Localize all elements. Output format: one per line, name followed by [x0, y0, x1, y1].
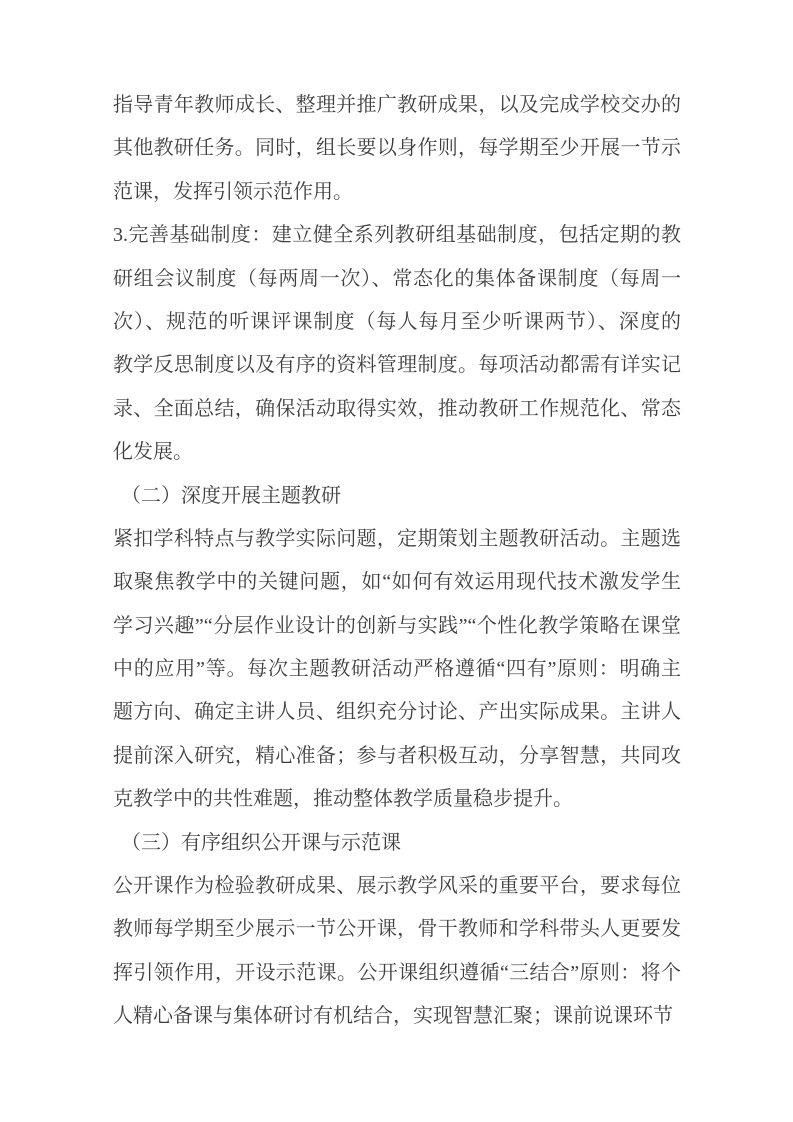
text-line: 公开课作为检验教研成果、展示教学风采的重要平台，要求每位	[113, 875, 681, 898]
text-line: 教师每学期至少展示一节公开课，骨干教师和学科带头人更要发	[113, 918, 681, 941]
text-line: 研组会议制度（每两周一次）、常态化的集体备课制度（每周一	[113, 267, 681, 290]
text-line: 指导青年教师成长、整理并推广教研成果，以及完成学校交办的	[113, 94, 681, 116]
document-text-block	[113, 84, 681, 1039]
text-line: 克教学中的共性难题，推动整体教学质量稳步提升。	[113, 788, 573, 811]
text-line: 录、全面总结，确保活动取得实效，推动教研工作规范化、常态	[113, 397, 681, 420]
text-line: 挥引领作用，开设示范课。公开课组织遵循“三结合”原则：将个	[113, 961, 681, 984]
text-line: 化发展。	[113, 441, 193, 464]
text-line: 紧扣学科特点与教学实际问题，定期策划主题教研活动。主题选	[113, 527, 681, 550]
text-line: 教学反思制度以及有序的资料管理制度。每项活动都需有详实记	[113, 354, 681, 377]
text-line: 提前深入研究，精心准备；参与者积极互动，分享智慧，共同攻	[113, 744, 681, 767]
section-heading: （二）深度开展主题教研	[121, 484, 341, 507]
text-line: 取聚焦教学中的关键问题，如“如何有效运用现代技术激发学生	[113, 571, 681, 594]
section-heading: （三）有序组织公开课与示范课	[121, 831, 401, 854]
text-line: 3.完善基础制度：建立健全系列教研组基础制度，包括定期的教	[113, 224, 681, 247]
text-line: 题方向、确定主讲人员、组织充分讨论、产出实际成果。主讲人	[113, 701, 681, 724]
text-line: 范课，发挥引领示范作用。	[113, 180, 353, 203]
text-line: 学习兴趣”“分层作业设计的创新与实践”“个性化教学策略在课堂	[113, 614, 681, 637]
text-line: 人精心备课与集体研讨有机结合，实现智慧汇聚；课前说课环节	[113, 1005, 673, 1028]
text-line: 中的应用”等。每次主题教研活动严格遵循“四有”原则：明确主	[113, 658, 681, 681]
text-line: 次）、规范的听课评课制度（每人每月至少听课两节）、深度的	[113, 310, 681, 333]
text-line: 其他教研任务。同时，组长要以身作则，每学期至少开展一节示	[113, 137, 681, 160]
